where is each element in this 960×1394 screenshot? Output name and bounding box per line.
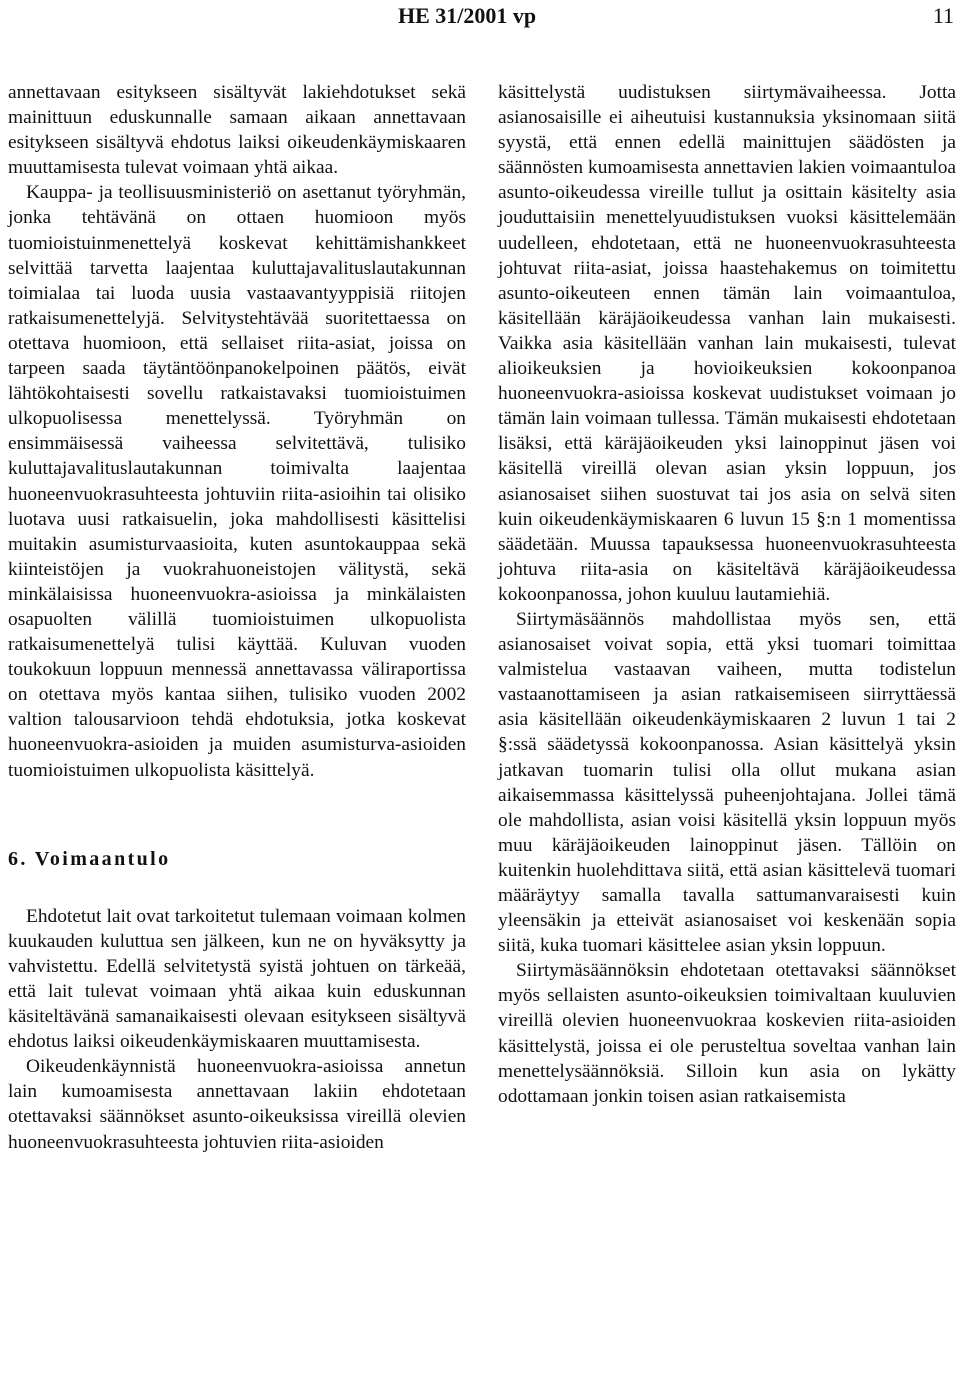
left-column [8, 80, 466, 1155]
page-number: 11 [932, 3, 954, 28]
paragraph-transitional-provisions: Siirtymäsäännöksin ehdotetaan otettavaksi säännökset myös sellaisten asunto-oikeuksien toimivaltaan kuuluvien vireillä olevien huoneenvuokraa koskevien riita-asioiden käsittelystä, joissa ei ole perusteltua soveltaa vanhan lain menettelysäännöksiä. Silloin kun asia on lykätty odottamaan jonkin toisen asian ratkaisemista [498, 960, 956, 1107]
paragraph-working-group: Kauppa- ja teollisuusministeriö on asettanut työryhmän, jonka tehtävänä on ottaen huomioon myös tuomioistuinmenettelyä koskevat kehittämishankkeet selvittää tarvetta laajentaa kuluttajavalituslautakunnan toimialaa tai luoda uusia vastaavantyyppisiä riitojen ratkaisumenettelyjä. Selvitystehtävää suoritettaessa on otettava huomioon, että sellaiset riita-asiat, joissa on tarpeen saada täytäntöönpanokelpoinen päätös, eivät lähtökohtaisesti sovellu ratkaistavaksi tuomioistuimen ulkopuolisessa menettelyssä. Työryhmän on ensimmäisessä vaiheessa selvitettävä, tulisiko kuluttajavalituslautakunnan toimivalta laajentaa huoneenvuokrasuhteesta johtuviin riita-asioihin tai olisiko luotava uusi ratkaisuelin, joka mahdollisesti käsittelisi muitakin asumisturvaasioita, kuten asuntokauppaa sekä kiinteistöjen ja vuokrahuoneistojen välitystä, sekä minkälaisissa huoneenvuokra-asioissa ja minkälaisten osapuolten välillä tuomioistuimen ulkopuolista ratkaisumenettelyä tulisi käyttää. Kuluvan vuoden toukokuun loppuun mennessä annettavassa väliraportissa on otettava myös kantaa siihen, tulisiko vuoden 2002 valtion talousarvioon tehdä ehdotuksia, jotka koskevat huoneenvuokra-asioiden ja muiden asumisturva-asioiden tuomioistuimen ulkopuolista käsittelyä. [8, 182, 466, 781]
document-id: HE 31/2001 vp [398, 3, 537, 28]
paragraph-continuation: annettavaan esitykseen sisältyvät lakiehdotukset sekä mainittuun eduskunnalle samaan aikaan annettavaan esitykseen sisältyvä ehdotus laiksi oikeudenkäymiskaaren muuttamisesta tulevat voimaan yhtä aikaa. [8, 82, 466, 179]
section-heading: 6. Voimaantulo [8, 847, 171, 870]
right-column [498, 80, 956, 1109]
paragraph-transitional-provision: Siirtymäsäännös mahdollistaa myös sen, että asianosaiset voivat sopia, että yksi tuomari toimittaa valmistelua vastaavan vaiheen, mutta todistelun vastaanottamiseen ja asian ratkaisemiseen siirryttäessä asia käsitellään oikeudenkäymiskaaren 2 luvun 1 tai 2 §:ssä säädetyssä kokoonpanossa. Asian käsittelyä yksin jatkavan tuomarin tulisi olla ollut mukana asian aikaisemmassa käsittelyssä puheenjohtajana. Jollei tämä ole mahdollista, asian voisi käsitellä yksin loppuun myös muu käräjäoikeuden lainoppinut jäsen. Tällöin on kuitenkin huolehdittava siitä, että asian käsittelevä tuomari määräytyy samalla tavalla sattumanvaraisesti kuin yleensäkin ja etteivät asianosaiset voi keskenään sopia siitä, kuka tuomari käsittelee asian yksin loppuun. [498, 608, 956, 957]
page-header [0, 0, 960, 40]
paragraph-transition: Oikeudenkäynnistä huoneenvuokra-asioissa annetun lain kumoamisesta annettavaan lakiin ehdotetaan otettavaksi säännökset asunto-oikeuksissa vireillä olevien huoneenvuokrasuhteesta johtuvien riita-asioiden [8, 1056, 466, 1153]
paragraph-transition-continued: käsittelystä uudistuksen siirtymävaiheessa. Jotta asianosaisille ei aiheutuisi kustannuksia yksinomaan siitä syystä, että ennen edellä mainittujen säädösten ja säännösten kumoamisesta annettavien lakien voimaantuloa asunto-oikeudessa vireille tullut ja osittain käsitelty asia jouduttaisiin menettelyuudistuksen vuoksi käsittelemään uudelleen, ehdotetaan, että ne huoneenvuokrasuhteesta johtuvat riita-asiat, joissa haastehakemus on toimitettu asunto-oikeuteen ennen tämän lain voimaantuloa, käsitellään käräjäoikeudessa vanhan lain mukaisesti. Vaikka asia käsitellään vanhan lain mukaisesti, tulevat alioikeuksien ja hovioikeuksien kokoonpanoa huoneenvuokra-asioissa koskevat uudistukset voimaan jo tämän lain voimaan tullessa. Tämän mukaisesti ehdotetaan lisäksi, että käräjäoikeuden yksi lainoppinut jäsen voi käsitellä vireillä olevan asian yksin loppuun, jos asianosaiset siihen suostuvat tai jos asia on selvä siten kuin oikeudenkäymiskaaren 6 luvun 15 §:n 1 momentissa säädetään. Muussa tapauksessa huoneenvuokrasuhteesta johtuva riita-asia on käsiteltävä käräjäoikeudessa kokoonpanossa, johon kuuluu lautamiehiä. [498, 82, 956, 605]
paragraph-entry-into-force: Ehdotetut lait ovat tarkoitetut tulemaan voimaan kolmen kuukauden kuluttua sen jälkeen, kun ne on hyväksytty ja vahvistettu. Edellä selvitetystä syistä johtuen on tärkeää, että lait tulevat voimaan yhtä aikaa kuin eduskunnan käsiteltävänä samanaikaisesti olevaan esitykseen sisältyvä ehdotus laiksi oikeudenkäymiskaaren muuttamisesta. [8, 905, 466, 1053]
